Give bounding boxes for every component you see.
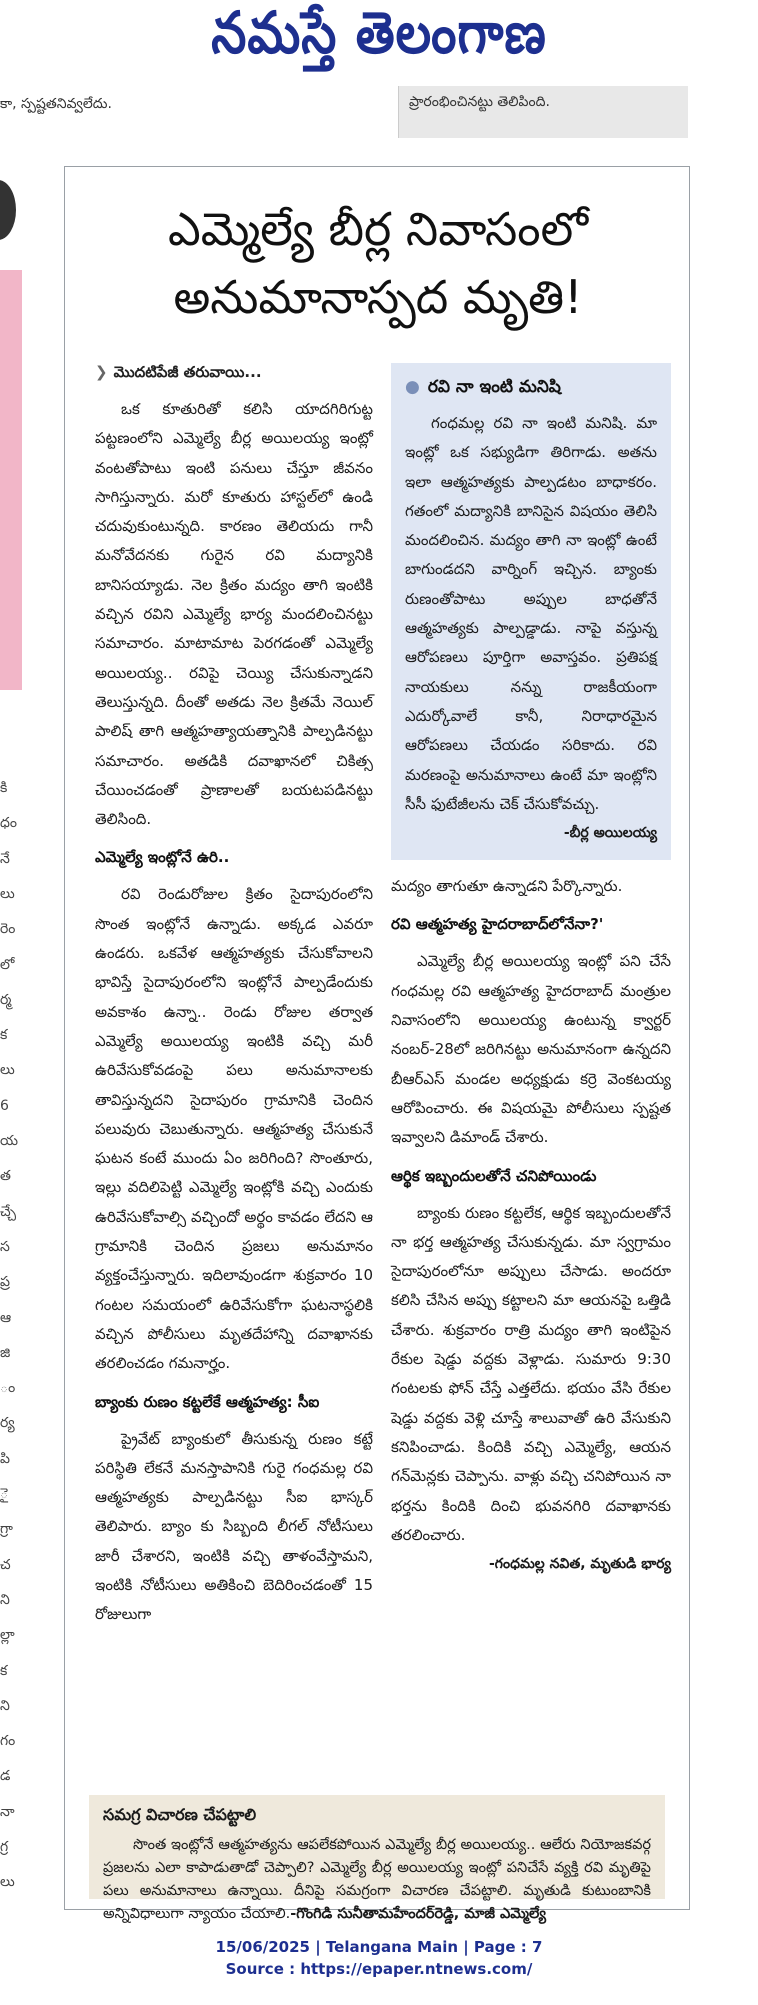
adjacent-text-fragment: ం xyxy=(0,1380,16,1397)
adjacent-text-fragment: ని xyxy=(0,1591,10,1608)
chevron-right-icon: ❯ xyxy=(95,363,108,381)
article xyxy=(64,166,690,1922)
footer-source: Source : https://epaper.ntnews.com/ xyxy=(225,1960,533,1978)
adjacent-text-fragment: నా xyxy=(0,1803,15,1820)
adjacent-text-fragment: ఆ xyxy=(0,1309,12,1326)
adjacent-text-fragment: ల్లా xyxy=(0,1627,15,1644)
adjacent-text-fragment: గ్రా xyxy=(0,1521,13,1538)
adjacent-text-fragment: పి xyxy=(0,1450,10,1467)
wife-signature: -గంధమల్ల నవిత, మృతుడి భార్య xyxy=(489,1556,671,1573)
footer xyxy=(0,1936,758,1980)
adjacent-text-fragment: ని xyxy=(0,1697,10,1714)
subhead-financial: ఆర్థిక ఇబ్బందులతోనే చనిపోయిండు xyxy=(391,1166,597,1185)
body-paragraph-2: రవి రెండురోజుల క్రితం సైదాపురంలోని సొంత ఇంట్లోనే ఉన్నాడు. అక్కడ ఎవరూ ఉండరు. ఒకవేళ ఆత్మహత్యకు చేసుకోవాలని భావిస్తే సైదాపురంలోని ఇంట్లోనే పాల్పడేందుకు అవకాశం ఉన్నా.. రెండు రోజుల తర్వాత ఎమ్మెల్యే అయిలయ్య ఇంటికి వచ్చి మరీ ఉరివేసుకోవడంపై పలు అనుమానాలకు తావిస్తున్నదని సైదాపురం గ్రామానికి చెందిన పలువురు చెబుతున్నారు. ఆత్మహత్య చేసుకునే ఘటన కంటే ముందు ఏం జరిగింది? సొంతూరు, ఇల్లు వదిలిపెట్టి ఎమ్మెల్యే ఇంట్లోకి వచ్చి ఎందుకు ఉరివేసుకోవాల్సి వచ్చిందో అర్థం కావడం లేదని ఆ గ్రామానికి చెందిన ప్రజలు అనుమానం వ్యక్తంచేస్తున్నారు. ఇదిలావుండగా శుక్రవారం 10 గంటల సమయంలో ఉరివేసుకోగా ఘటనాస్థలికి వచ్చిన పోలీసులు మృతదేహాన్ని దవాఖానకు తరలించడం గమనార్హం. xyxy=(95,885,373,1373)
adjacent-article-edge xyxy=(0,160,60,1920)
adjacent-image-fragment xyxy=(0,270,22,690)
adjacent-text-fragment: ప్ర xyxy=(0,1274,10,1291)
continued-line: మద్యం తాగుతూ ఉన్నాడని పేర్కొన్నారు. xyxy=(391,877,623,896)
body-paragraph-4: ఎమ్మెల్యే బీర్ల అయిలయ్య ఇంట్లో పని చేసే గంధమల్ల రవి ఆత్మహత్య హైదరాబాద్ మంత్రుల నివాసంలోని అయిలయ్య ఉంటున్న క్వార్టర్ నంబర్-28లో జరిగినట్టు అనుమానంగా ఉన్నదని బీఆర్‌ఎస్ మండల అధ్యక్షుడు కర్రె వెంకటయ్య ఆరోపించారు. ఈ విషయమై పోలీసులు స్పష్టత ఇవ్వాలని డిమాండ్ చేశారు. xyxy=(391,952,671,1147)
adjacent-photo-fragment xyxy=(0,180,16,240)
summary-title: సమగ్ర విచారణ చేపట్టాలి xyxy=(103,1805,257,1824)
top-strip-left-text: కా, స్పష్టతనివ్వలేదు. xyxy=(0,96,112,112)
left-column xyxy=(95,363,373,1630)
summary-signature: -గొంగిడి సునీతామహేందర్‌రెడ్డి, మాజీ ఎమ్మెల్యే xyxy=(290,1906,546,1922)
subhead-bank-loan: బ్యాంకు రుణం కట్టలేకే ఆత్మహత్య: సీఐ xyxy=(95,1392,320,1411)
adjacent-text-fragment: నే xyxy=(0,850,10,867)
adjacent-text-fragment: గ్ర xyxy=(0,1839,9,1855)
top-strip-right-text: ప్రారంభించినట్టు తెలిపింది. xyxy=(398,86,688,138)
adjacent-text-fragment: ై xyxy=(0,1486,9,1502)
masthead xyxy=(0,0,758,80)
adjacent-text-fragment: కి xyxy=(0,780,8,796)
adjacent-text-fragment: చ xyxy=(0,1556,11,1573)
adjacent-text-fragment: లు xyxy=(0,1874,15,1891)
continuation-label xyxy=(95,363,373,385)
adjacent-text-fragment: 6 xyxy=(0,1097,9,1114)
summary-box xyxy=(89,1795,665,1922)
body-paragraph-3: ప్రైవేట్ బ్యాంకులో తీసుకున్న రుణం కట్టే పరిస్థితి లేకనే మనస్తాపానికి గురై గంధమల్ల రవి ఆత్మహత్యకు పాల్పడినట్టు సీఐ భాస్కర్ తెలిపారు. బ్యాం కు సిబ్బంది లీగల్ నోటీసులు జారీ చేశారని, ఇంటికి వచ్చి తాళంవేస్తామని, ఇంటికి నోటీసులు అతికించి బెదిరించడంతో 15 రోజులుగా xyxy=(95,1429,373,1624)
body-paragraph-1: ఒక కూతురితో కలిసి యాదగిరిగుట్ట పట్టణంలోని ఎమ్మెల్యే బీర్ల అయిలయ్య ఇంట్లో వంటతోపాటు ఇంటి పనులు చేస్తూ జీవనం సాగిస్తున్నారు. మరో కూతురు హాస్టల్‌లో ఉండి చదువుకుంటున్నది. కారణం తెలియదు గానీ మనోవేదనకు గురైన రవి మద్యానికి బానిసయ్యాడు. నెల క్రితం మద్యం తాగి ఇంటికి వచ్చిన రవిని ఎమ్మెల్యే భార్య మందలించినట్టు సమాచారం. మాటామాట పెరగడంతో ఎమ్మెల్యే అయిలయ్య.. రవిపై చెయ్యి చేసుకున్నాడని తెలుస్తున్నది. దీంతో అతడు నెల క్రితమే నెయిల్ పాలిష్ తాగి ఆత్మహత్యాయత్నానికి పాల్పడినట్టు సమాచారం. అతడికి దవాఖానలో చికిత్స చేయించడంతో ప్రాణాలతో బయటపడినట్టు తెలిసింది. xyxy=(95,400,373,829)
subhead-hanging: ఎమ్మెల్యే ఇంట్లోనే ఉరి.. xyxy=(95,848,230,867)
subhead-hyderabad: రవి ఆత్మహత్య హైదరాబాద్‌లోనేనా?' xyxy=(391,915,604,934)
adjacent-text-fragment: లో xyxy=(0,956,15,973)
body-paragraph-5: బ్యాంకు రుణం కట్టలేక, ఆర్థిక ఇబ్బందులతోనే నా భర్త ఆత్మహత్య చేసుకున్నడు. మా స్వగ్రామం సైదాపురంలోనూ అప్పులు చేసాడు. అందరూ కలిసి చేసిన అప్పు కట్టాలని మా ఆయనపై ఒత్తిడి చేశారు. శుక్రవారం రాత్రి మద్యం తాగి ఇంటిపైన రేకుల షెడ్డు వద్దకు వెళ్లాడు. సుమారు 9:30 గంటలకు ఫోన్ చేస్తే ఎత్తలేదు. భయం వేసి రేకుల షెడ్డు వద్దకు వెళ్లి చూస్తే శాలువాతో ఉరి వేసుకుని కనిపించాడు. కిందికి వచ్చి ఎమ్మెల్యే, ఆయన గన్‌మెన్లకు చెప్పాను. వాళ్లు వచ్చి చనిపోయిన నా భర్తను కిందికి దించి భువనగిరి దవాఖానకు తరలించారు. xyxy=(391,1203,671,1544)
headline-line-1: ఎమ్మెల్యే బీర్ల నివాసంలో xyxy=(168,202,588,256)
adjacent-text-fragment: క xyxy=(0,1027,8,1044)
bullet-icon: ● xyxy=(405,377,420,397)
adjacent-text-fragment: లు xyxy=(0,1062,15,1079)
headline-line-2: అనుమానాస్పద మృతి! xyxy=(173,270,583,324)
adjacent-text-fragment: జి xyxy=(0,1344,11,1361)
adjacent-text-fragment: త xyxy=(0,1168,11,1185)
footer-date-edition: 15/06/2025 | Telangana Main | Page : 7 xyxy=(215,1938,543,1956)
adjacent-text-fragment: ధం xyxy=(0,815,17,832)
quote-box-signature: -బీర్ల అయిలయ్య xyxy=(563,825,657,842)
masthead-title: నమస్తే తెలంగాణ xyxy=(211,0,547,67)
quote-box-title xyxy=(405,377,657,401)
adjacent-text-fragment: స xyxy=(0,1238,10,1255)
adjacent-text-fragment: ర్మ xyxy=(0,991,12,1008)
adjacent-text-fragment: య xyxy=(0,1133,19,1149)
adjacent-text-fragment: డ xyxy=(0,1768,11,1785)
headline xyxy=(65,195,691,331)
summary-text xyxy=(103,1834,651,1926)
quote-box-text: గంధమల్ల రవి నా ఇంటి మనిషి. మా ఇంట్లో ఒక సభ్యుడిగా తిరిగాడు. అతను ఇలా ఆత్మహత్యకు పాల్పడటం బాధాకరం. గతంలో మద్యానికి బానిసైన విషయం తెలిసి మందలించిన. మద్యం తాగి నా ఇంట్లో ఉంటే బాగుండదని వార్నింగ్ ఇచ్చిన. బ్యాంకు రుణంతోపాటు అప్పుల బాధతోనే ఆత్మహత్యకు పాల్పడ్డాడు. నాపై వస్తున్న ఆరోపణలు పూర్తిగా అవాస్తవం. ప్రతిపక్ష నాయకులు నన్ను రాజకీయంగా ఎదుర్కోవాలే కానీ, నిరాధారమైన ఆరోపణలు చేయడం సరికాదు. రవి మరణంపై అనుమానాలు ఉంటే మా ఇంట్లోని సీసీ ఫుటేజీలను చెక్ చేసుకోవచ్చు. xyxy=(405,414,657,813)
summary-body: సొంత ఇంట్లోనే ఆత్మహత్యను ఆపలేకపోయిన ఎమ్మెల్యే బీర్ల అయిలయ్య.. ఆలేరు నియోజకవర్గ ప్రజలను ఎలా కాపాడుతాడో చెప్పాలి? ఎమ్మెల్యే బీర్ల అయిలయ్య ఇంట్లో పనిచేసే వ్యక్తి రవి మృతిపై పలు అనుమానాలు ఉన్నాయి. దీనిపై సమగ్రంగా విచారణ చేపట్టాలి. మృతుడి కుటుంబానికి అన్నివిధాలుగా న్యాయం చేయాలి. xyxy=(103,1837,651,1922)
adjacent-text-fragment: ర్య xyxy=(0,1415,15,1432)
adjacent-text-fragment: లు xyxy=(0,885,15,902)
continuation-text: మొదటిపేజీ తరువాయి... xyxy=(113,363,262,381)
quote-box-title-text: రవి నా ఇంటి మనిషి xyxy=(427,377,561,397)
adjacent-text-fragment: చ్చే xyxy=(0,1203,17,1220)
adjacent-text-fragment: గం xyxy=(0,1733,16,1750)
right-column xyxy=(391,363,671,1575)
adjacent-text-fragment: క xyxy=(0,1662,8,1679)
adjacent-text-fragment: రెం xyxy=(0,921,16,938)
quote-box xyxy=(391,363,671,860)
